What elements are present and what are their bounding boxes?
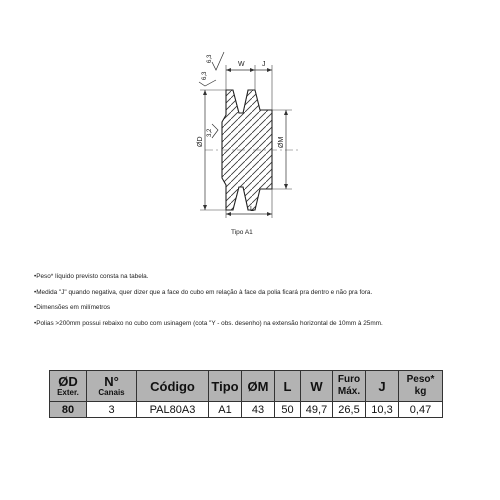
header-code: Código xyxy=(137,371,209,402)
cell-width: 49,7 xyxy=(301,402,333,418)
note-units: •Dimensões em milímetros xyxy=(34,304,111,311)
cell-hub-diameter: 43 xyxy=(242,402,275,418)
header-weight: Peso* kg xyxy=(399,371,443,402)
note-weight: •Peso* líquido previsto consta na tabela. xyxy=(34,273,149,280)
cell-j: 10,3 xyxy=(366,402,399,418)
header-type: Tipo xyxy=(209,371,242,402)
notes-list xyxy=(34,269,494,331)
dim-j-label: J xyxy=(262,61,266,68)
cell-code: PAL80A3 xyxy=(137,402,209,418)
header-hub-diameter: ØM xyxy=(242,371,275,402)
header-length: L xyxy=(275,371,301,402)
header-width: W xyxy=(301,371,333,402)
finish-value-1: 6,3 xyxy=(207,54,213,63)
dim-w-label: W xyxy=(238,61,245,68)
cell-channels: 3 xyxy=(87,402,137,418)
spec-table xyxy=(49,370,443,418)
dim-l-label: L xyxy=(250,206,254,213)
finish-symbol-1 xyxy=(212,52,224,70)
dim-m-label: ØM xyxy=(278,136,285,148)
table-row xyxy=(50,402,443,418)
cell-type: A1 xyxy=(209,402,242,418)
dim-d-label: ØD xyxy=(197,136,204,147)
finish-value-2: 6,3 xyxy=(202,71,208,80)
header-bore: Furo Máx. xyxy=(333,371,366,402)
table-header-row xyxy=(50,371,443,402)
note-recess: •Polias >200mm possui rebaixo no cubo com usinagem (cota "Y - obs. desenho) na extensão horizontal de 10mm à 25mm. xyxy=(34,319,383,327)
finish-value-3: 3,2 xyxy=(207,128,213,137)
cell-weight: 0,47 xyxy=(399,402,443,418)
cell-bore: 26,5 xyxy=(333,402,366,418)
note-j-measure: •Medida "J" quando negativa, quer dizer que a face do cubo em relação à face da polia ficará pra dentro e não pra fora. xyxy=(34,288,373,296)
cell-diameter: 80 xyxy=(50,402,87,418)
header-channels: N° Canais xyxy=(87,371,137,402)
header-j: J xyxy=(366,371,399,402)
header-diameter: ØD Exter. xyxy=(50,371,87,402)
drawing-caption: Tipo A1 xyxy=(231,229,253,236)
cell-length: 50 xyxy=(275,402,301,418)
